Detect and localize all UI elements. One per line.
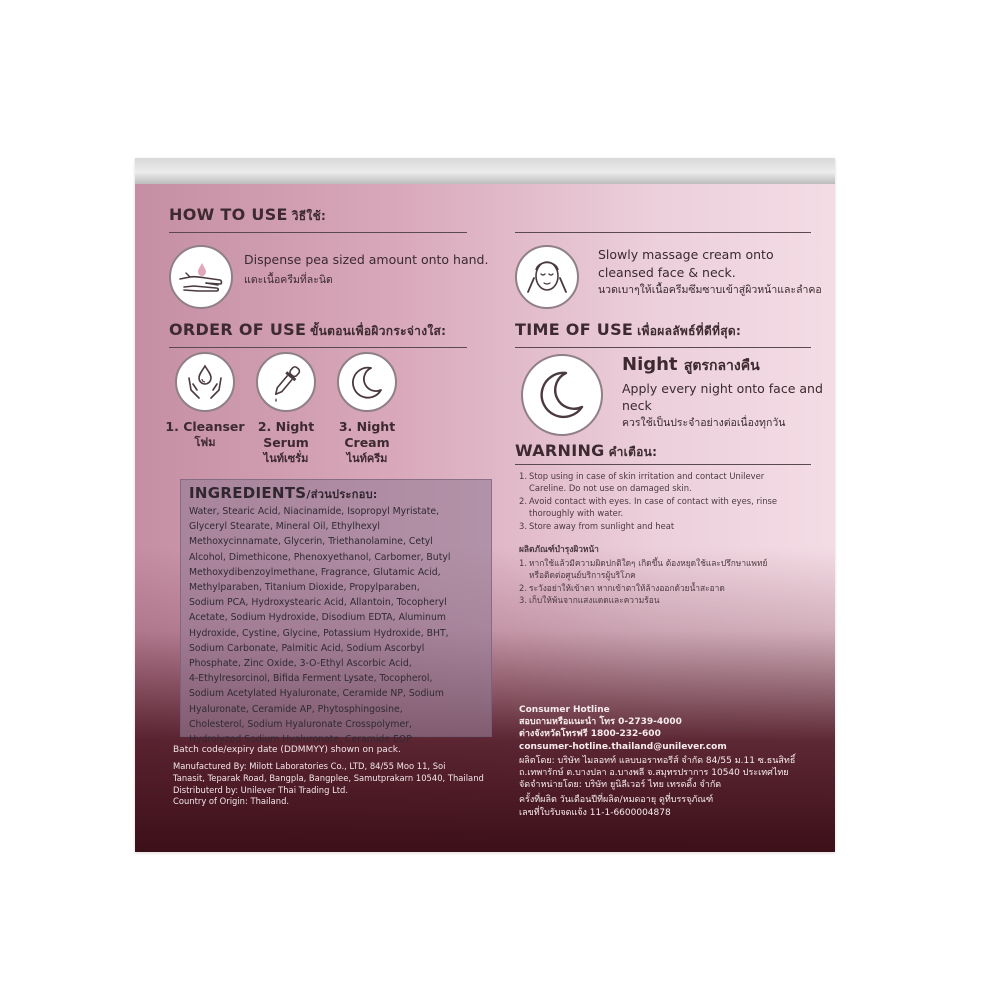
- warning-line: thoroughly with water.: [529, 508, 624, 519]
- order-step-2-label-line2: Serum: [263, 435, 309, 450]
- how-to-use-heading: [169, 205, 326, 226]
- order-step-1: [165, 419, 245, 451]
- warning-line: หรือติดต่อศูนย์บริการผู้บริโภค: [529, 570, 636, 581]
- warning-title: WARNING: [515, 441, 605, 460]
- warning-line: เก็บให้พ้นจากแสงแดดและความร้อน: [529, 595, 660, 606]
- hand-cream-icon: [169, 245, 233, 309]
- ingredients-line: Sodium Carbonate, Palmitic Acid, Sodium Ascorbyl: [189, 642, 425, 654]
- ingredients-line: Hydrolyzed Sodium Hyaluronate, Ceramide EOP: [189, 734, 412, 746]
- warning-line: Careline. Do not use on damaged skin.: [529, 483, 692, 494]
- ingredients-line: Cholesterol, Sodium Hyaluronate Crosspolymer,: [189, 718, 412, 730]
- list-item: [519, 582, 819, 594]
- list-number: 2.: [519, 495, 527, 506]
- ingredients-line: Methylparaben, Titanium Dioxide, Propylparaben,: [189, 582, 420, 594]
- ingredients-line: Water, Stearic Acid, Niacinamide, Isopropyl Myristate,: [189, 506, 440, 517]
- warning-line: ระวังอย่าให้เข้าตา หากเข้าตาให้ล้างออกด้วยน้ำสะอาด: [529, 582, 725, 593]
- order-step-3-label-line2: Cream: [344, 435, 390, 450]
- warning-line: Avoid contact with eyes. In case of contact with eyes, rinse: [529, 495, 778, 506]
- ingredients-heading: [189, 484, 485, 503]
- ingredients-title-th: /ส่วนประกอบ:: [306, 488, 378, 501]
- order-step-3: [327, 419, 407, 467]
- warning-line: Store away from sunlight and heat: [529, 520, 675, 531]
- list-number: 1.: [519, 471, 527, 481]
- night-title: [622, 354, 760, 377]
- list-item: [519, 495, 819, 520]
- how-to-use-step1-text-th: แตะเนื้อครีมที่ละนิด: [244, 274, 333, 286]
- time-of-use-heading: [515, 320, 741, 341]
- batch-code-note: Batch code/expiry date (DDMMYY) shown on pack.: [173, 745, 401, 755]
- how-to-use-step1-text: Dispense pea sized amount onto hand.: [244, 252, 489, 267]
- order-step-3-label: 3. Night: [338, 419, 396, 434]
- list-number: 3.: [519, 520, 527, 531]
- warning-heading: [515, 441, 657, 462]
- night-title-en: Night: [622, 354, 678, 375]
- night-desc-th: ควรใช้เป็นประจำอย่างต่อเนื่องทุกวัน: [622, 417, 786, 429]
- night-moon-icon: [521, 354, 603, 436]
- registration-number: เลขที่ใบรับจดแจ้ง 11-1-6600004878: [519, 807, 671, 818]
- how-to-use-step2-text-line2: cleansed face & neck.: [598, 265, 736, 280]
- distributor-line: Distributerd by: Unilever Thai Trading Ltd.: [173, 784, 348, 795]
- warning-list-en: [519, 470, 819, 532]
- ingredients-line: Glyceryl Stearate, Mineral Oil, Ethylhexyl: [189, 521, 380, 533]
- ingredients-line: Hydroxide, Cystine, Glycine, Potassium Hydroxide, BHT,: [189, 627, 449, 639]
- production-date-note: ครั้งที่ผลิต วันเดือนปีที่ผลิต/หมดอายุ ดูที่บรรจุภัณฑ์: [519, 795, 714, 806]
- divider: [515, 347, 811, 348]
- order-of-use-title-th: ขั้นตอนเพื่อผิวกระจ่างใส:: [310, 324, 447, 338]
- hotline-title: Consumer Hotline: [519, 705, 610, 715]
- night-title-th: สูตรกลางคืน: [683, 358, 760, 374]
- divider: [169, 232, 467, 233]
- order-of-use-title: ORDER OF USE: [169, 320, 307, 339]
- warning-line: หากใช้แล้วมีความผิดปกติใดๆ เกิดขึ้น ต้องหยุดใช้และปรึกษาแพทย์: [529, 558, 768, 568]
- divider: [515, 464, 811, 465]
- order-of-use-heading: [169, 320, 446, 341]
- order-step-1-label: 1. Cleanser: [165, 419, 245, 434]
- list-item: [519, 594, 819, 606]
- ingredients-line: Methoxydibenzoylmethane, Fragrance, Glutamic Acid,: [189, 566, 441, 578]
- list-item: [519, 520, 819, 532]
- how-to-use-title-th: วิธีใช้:: [291, 209, 327, 223]
- order-step-2-label: 2. Night: [257, 419, 315, 434]
- ingredients-line: Acetate, Sodium Hydroxide, Disodium EDTA, Aluminum: [189, 612, 446, 624]
- warning-line: Stop using in case of skin irritation and contact Unilever: [529, 471, 765, 481]
- hotline-line: ต่างจังหวัดโทรฟรี 1800-232-600: [519, 729, 661, 740]
- face-massage-icon: [515, 245, 579, 309]
- silver-top-band: [135, 158, 835, 184]
- warning-title-th: คำเตือน:: [608, 445, 658, 459]
- hotline-email: consumer-hotline.thailand@unilever.com: [519, 741, 727, 752]
- time-of-use-title-th: เพื่อผลลัพธ์ที่ดีที่สุด:: [637, 324, 742, 338]
- list-number: 1.: [519, 558, 527, 568]
- ingredients-line: 4-Ethylresorcinol, Bifida Ferment Lysate, Tocopherol,: [189, 673, 433, 685]
- manufacturer-line: Tanasit, Teparak Road, Bangpla, Bangplee, Samutprakarn 10540, Thailand: [173, 772, 484, 783]
- ingredients-line: Sodium PCA, Hydroxystearic Acid, Allantoin, Tocopheryl: [189, 597, 447, 609]
- ingredients-line: Hyaluronate, Ceramide AP, Phytosphingosine,: [189, 703, 403, 715]
- warning-th-heading: ผลิตภัณฑ์บำรุงผิวหน้า: [519, 544, 599, 554]
- divider: [515, 232, 811, 233]
- order-step-1-label-th: โฟม: [194, 436, 216, 449]
- moon-icon: [337, 352, 397, 412]
- list-number: 2.: [519, 582, 527, 593]
- distributor-line-th: จัดจำหน่ายโดย: บริษัท ยูนิลีเวอร์ ไทย เทรดดิ้ง จำกัด: [519, 780, 722, 791]
- list-number: 3.: [519, 595, 527, 606]
- how-to-use-step2-text-th: นวดเบาๆให้เนื้อครีมซึมซาบเข้าสู่ผิวหน้าและลำคอ: [598, 284, 822, 296]
- night-desc-line2: neck: [622, 398, 652, 413]
- list-item: [519, 557, 819, 582]
- warning-list-th: [519, 557, 819, 607]
- time-of-use-title: TIME OF USE: [515, 320, 634, 339]
- how-to-use-title: HOW TO USE: [169, 205, 288, 224]
- ingredients-line: Phosphate, Zinc Oxide, 3-O-Ethyl Ascorbic Acid,: [189, 658, 412, 670]
- list-item: [519, 470, 819, 495]
- night-desc-line1: Apply every night onto face and: [622, 381, 823, 396]
- hands-droplet-icon: [175, 352, 235, 412]
- maker-line: ผลิตโดย: บริษัท ไมลอทท์ แลบบอราทอรีส์ จำกัด 84/55 ม.11 ซ.ธนสิทธิ์: [519, 755, 796, 766]
- manufacturer-info: [173, 761, 484, 808]
- product-box-panel: [135, 158, 835, 852]
- ingredients-line: Methoxycinnamate, Glycerin, Triethanolamine, Cetyl: [189, 536, 433, 548]
- order-step-3-label-th: ไนท์ครีม: [346, 452, 388, 465]
- ingredients-title: INGREDIENTS: [189, 484, 307, 502]
- order-step-2-label-th: ไนท์เซรั่ม: [263, 452, 309, 465]
- manufacturer-line: Manufactured By: Milott Laboratories Co., LTD, 84/55 Moo 11, Soi: [173, 761, 446, 771]
- ingredients-list: [189, 504, 485, 747]
- maker-line: ถ.เทพารักษ์ ต.บางปลา อ.บางพลี จ.สมุทรปราการ 10540 ประเทศไทย: [519, 768, 789, 779]
- dropper-icon: [256, 352, 316, 412]
- country-of-origin: Country of Origin: Thailand.: [173, 796, 290, 807]
- consumer-hotline: [519, 704, 795, 819]
- divider: [169, 347, 467, 348]
- ingredients-line: Alcohol, Dimethicone, Phenoxyethanol, Carbomer, Butyl: [189, 551, 451, 563]
- ingredients-box: [180, 479, 492, 746]
- order-step-2: [246, 419, 326, 467]
- hotline-line: สอบถามหรือแนะนำ โทร 0-2739-4000: [519, 717, 682, 728]
- how-to-use-step2-text-line1: Slowly massage cream onto: [598, 247, 774, 262]
- ingredients-line: Sodium Acetylated Hyaluronate, Ceramide NP, Sodium: [189, 688, 444, 700]
